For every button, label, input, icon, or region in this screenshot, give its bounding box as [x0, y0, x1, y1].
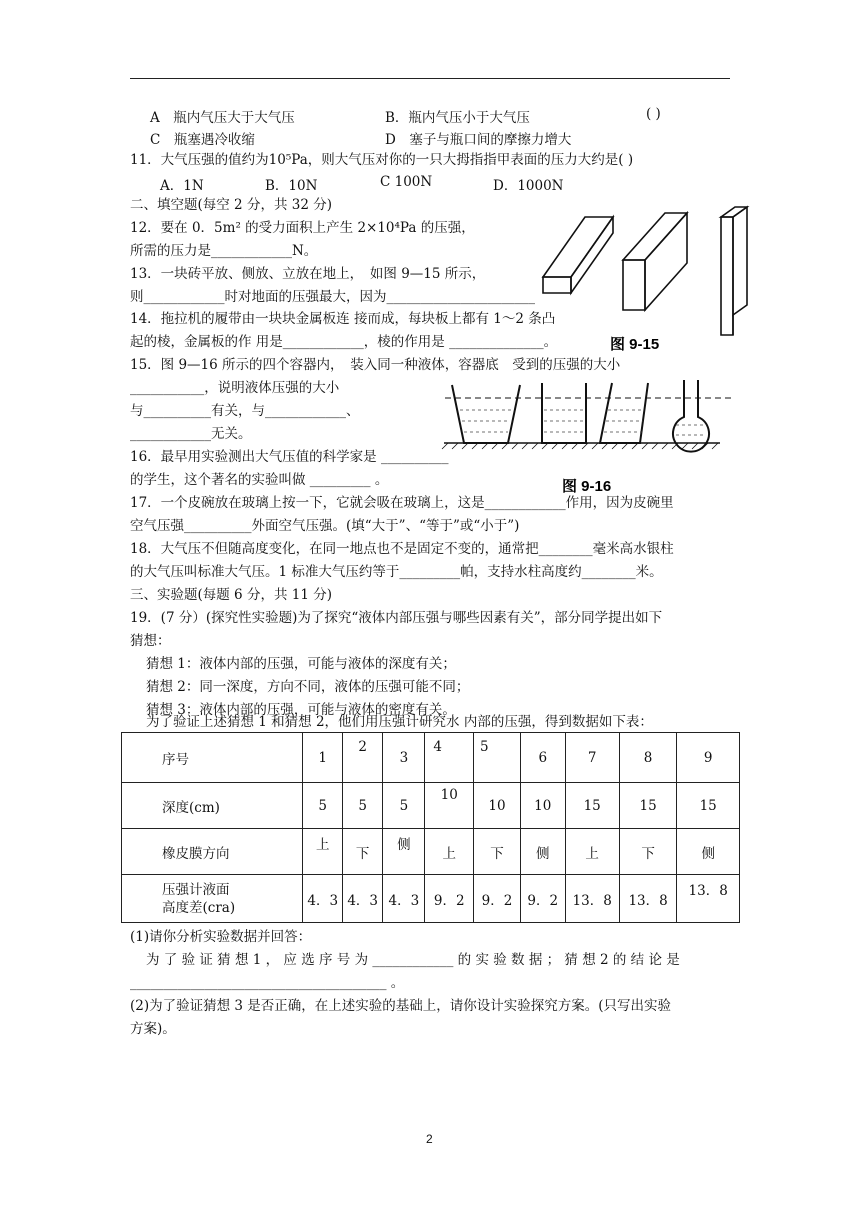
cell-index-7: 7 [565, 733, 619, 783]
cell-index-8: 8 [619, 733, 677, 783]
q19-hypothesis-3: 猜想 3：液体内部的压强，可能与液体的密度有关。 [146, 702, 456, 718]
q14-line-2: 起的棱，金属板的作 用是____________，棱的作用是 ______________。 [130, 334, 558, 350]
row-label-height [122, 875, 303, 923]
row-label-depth: 深度(cm) [122, 783, 303, 829]
section-3-heading: 三、实验题(每题 6 分，共 11 分) [130, 587, 332, 603]
q15-line-1: 15．图 9—16 所示的四个容器内， 装入同一种液体，容器底 受到的压强的大小 [130, 357, 621, 373]
q11-option-a: A．1N [160, 178, 204, 194]
experiment-table [121, 732, 740, 923]
table-row-height [122, 875, 740, 923]
cell-index-4: 4 [425, 733, 474, 783]
q19-line-6: 为了验证上述猜想 1 和猜想 2，他们用压强计研究水 内部的压强，得到数据如下表： [146, 714, 653, 730]
q19-sub-2: 为 了 验 证 猜 想 1 ， 应 选 序 号 为 ____________ 的 实 验 数 据 ； 猜 想 2 的 结 论 是 [146, 952, 680, 968]
q13-line-1: 13．一块砖平放、侧放、立放在地上， 如图 9—15 所示， [130, 266, 486, 282]
table-row-direction [122, 829, 740, 875]
q10-option-b: B．瓶内气压小于大气压 [385, 110, 530, 126]
header-rule [130, 78, 730, 79]
q11-option-d: D．1000N [493, 178, 564, 194]
q12-line-1: 12．要在 0．5m² 的受力面积上产生 2×10⁴Pa 的压强， [130, 220, 475, 236]
figure-9-15 [535, 205, 750, 355]
cell-depth-9: 15 [677, 783, 740, 829]
q19-hypothesis-1: 猜想 1：液体内部的压强，可能与液体的深度有关； [146, 656, 456, 672]
cell-direction-6: 侧 [521, 829, 566, 875]
q19-sub-4: (2)为了验证猜想 3 是否正确，在上述实验的基础上，请你设计实验探究方案。(只写出实验 [130, 998, 672, 1014]
figure-9-16-label: 图 9-16 [562, 478, 612, 495]
cell-direction-7: 上 [565, 829, 619, 875]
cell-depth-8: 15 [619, 783, 677, 829]
cell-depth-2: 5 [342, 783, 382, 829]
page-number: 2 [426, 1132, 433, 1146]
cell-direction-4: 上 [425, 829, 474, 875]
q19-sub-1: (1)请你分析实验数据并回答： [130, 929, 312, 945]
q18-line-2: 的大气压叫标准大气压。1 标准大气压约等于_________帕，支持水柱高度约________米。 [130, 564, 663, 580]
table-row-depth [122, 783, 740, 829]
row-label-height-1: 压强计液面 [162, 881, 230, 898]
q13-line-2: 则____________时对地面的压强最大，因为______________________ [130, 289, 535, 305]
q17-line-1: 17．一个皮碗放在玻璃上按一下，它就会吸在玻璃上，这是____________作用，因为皮碗里 [130, 495, 674, 511]
section-2-heading: 二、填空题(每空 2 分，共 32 分) [130, 197, 332, 213]
q15-line-2: ___________，说明液体压强的大小 [130, 380, 340, 396]
q19-sub-3: ______________________________________ 。 [130, 975, 405, 991]
q12-line-2: 所需的压力是____________N。 [130, 243, 318, 259]
cell-index-5: 5 [474, 733, 521, 783]
cell-depth-6: 10 [521, 783, 566, 829]
row-label-height-2: 高度差(cra) [162, 899, 236, 916]
q15-line-3: 与__________有关，与____________、 [130, 403, 360, 419]
cell-height-9: 13．8 [677, 875, 740, 923]
cell-direction-5: 下 [474, 829, 521, 875]
table-row-index [122, 733, 740, 783]
cell-height-8: 13．8 [619, 875, 677, 923]
cell-depth-4: 10 [425, 783, 474, 829]
figure-9-15-label: 图 9-15 [610, 336, 660, 353]
cell-direction-1: 上 [303, 829, 343, 875]
q18-line-1: 18．大气压不但随高度变化，在同一地点也不是固定不变的，通常把________毫米高水银柱 [130, 541, 674, 557]
row-label-direction: 橡皮膜方向 [122, 829, 303, 875]
q19-line-2: 猜想： [130, 633, 171, 649]
cell-index-2: 2 [342, 733, 382, 783]
cell-depth-3: 5 [383, 783, 425, 829]
cell-direction-3: 侧 [383, 829, 425, 875]
cell-height-6: 9．2 [521, 875, 566, 923]
cell-direction-2: 下 [342, 829, 382, 875]
row-label-index: 序号 [122, 733, 303, 783]
cell-index-1: 1 [303, 733, 343, 783]
cell-height-1: 4．3 [303, 875, 343, 923]
cell-direction-9: 侧 [677, 829, 740, 875]
q19-line-1: 19．(7 分）(探究性实验题)为了探究“液体内部压强与哪些因素有关”，部分同学提出如下 [130, 610, 663, 626]
cell-depth-7: 15 [565, 783, 619, 829]
q14-line-1: 14．拖拉机的履带由一块块金属板连 接而成，每块板上都有 1～2 条凸 [130, 311, 556, 327]
q10-option-d: D 塞子与瓶口间的摩擦力增大 [385, 132, 572, 148]
q10-option-a: A 瓶内气压大于大气压 [150, 110, 295, 126]
cell-direction-8: 下 [619, 829, 677, 875]
cell-height-2: 4．3 [342, 875, 382, 923]
cell-index-9: 9 [677, 733, 740, 783]
q19-hypothesis-2: 猜想 2：同一深度，方向不同，液体的压强可能不同； [146, 679, 470, 695]
figure-9-16 [440, 375, 740, 495]
q15-line-4: ____________无关。 [130, 426, 252, 442]
cell-height-7: 13．8 [565, 875, 619, 923]
q11-stem: 11．大气压强的值约为10⁵Pa，则大气压对你的一只大拇指指甲表面的压力大约是( ) [130, 152, 634, 168]
q11-option-c: C 100N [380, 174, 433, 190]
cell-height-3: 4．3 [383, 875, 425, 923]
q10-option-c: C 瓶塞遇冷收缩 [150, 132, 255, 148]
cell-index-3: 3 [383, 733, 425, 783]
q19-sub-5: 方案)。 [130, 1021, 176, 1037]
cell-depth-5: 10 [474, 783, 521, 829]
q16-line-1: 16．最早用实验测出大气压值的科学家是 __________ [130, 449, 449, 465]
cell-height-5: 9．2 [474, 875, 521, 923]
cell-depth-1: 5 [303, 783, 343, 829]
q16-line-2: 的学生，这个著名的实验叫做 _________ 。 [130, 472, 389, 488]
cell-index-6: 6 [521, 733, 566, 783]
q11-option-b: B．10N [265, 178, 318, 194]
cell-height-4: 9．2 [425, 875, 474, 923]
q10-answer-paren: ( ) [646, 106, 661, 122]
q17-line-2: 空气压强__________外面空气压强。(填“大于”、“等于”或“小于”) [130, 518, 520, 534]
